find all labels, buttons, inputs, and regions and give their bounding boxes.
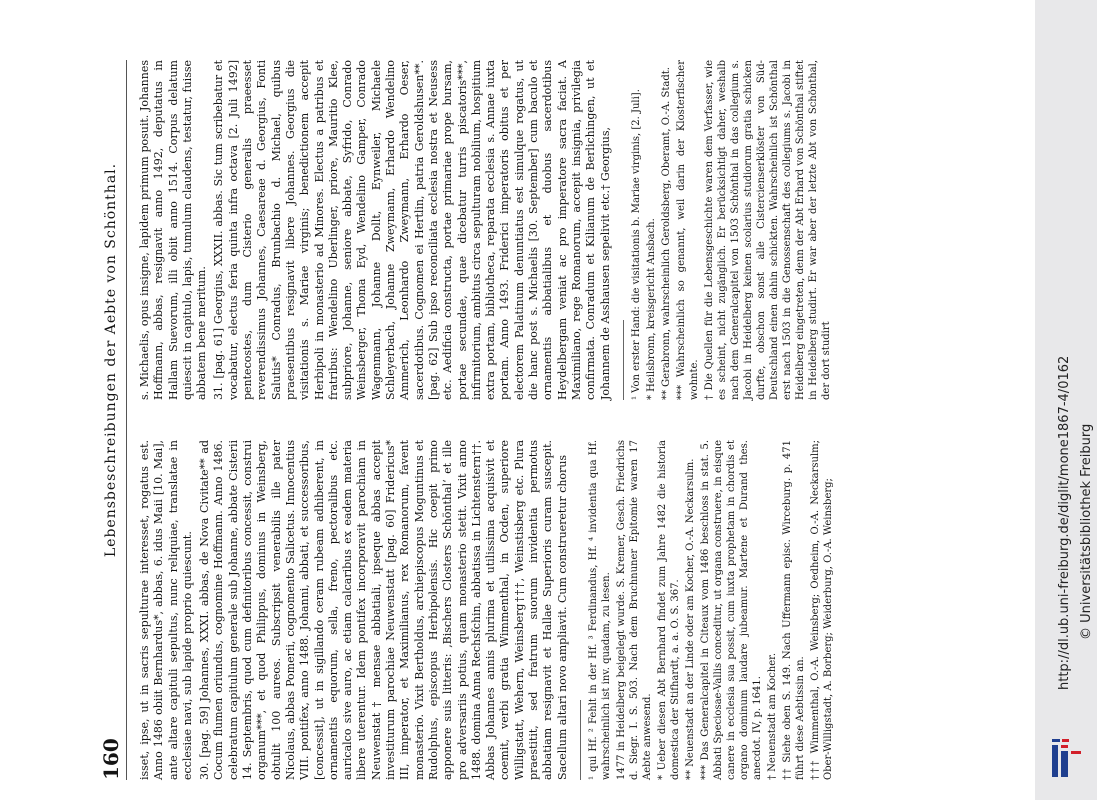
body-paragraph: 30. [pag. 59] Johannes, XXXI. abbas, de Nova Civitate** ad Cocum flumen oriundus, cognomine Hoffmann. Anno 1486. celebratum capitulum generale sub Johanne, abbate Cisterii 14. Septembris, quod cum definitoribus concessit, construi organum***, et quod Philippus, dominus in Weinsberg, obtulit 100 aureos. Subscripsit venerabilis ille pater Nicolaus, abbas Pomerii, cognomento Salicetus. Innocentius VIII. pontifex, anno 1488. Johanni, abbati, et successoribus, [concessit], ut in sigillando ceram rubeam adhiberent, in ornamentis equorum, sella, freno, pectoralibus etc. auricalco sive auro, ac etiam calcaribus ex eadem materia libere uterentur. Idem pontifex incorporavit parochiam in Neuwenstat† mensae abbatiali, ipseque abbas accepit investiturum parochiae Neuwenstatt [pag. 60] Fridericus* III, imperator, et Maximilianus, rex Romanorum, favent monasterio. Vixit Bertholdus, archiepiscopus Moguntinus et Rudolphus, episcopus Herbipolensis. Hic coepit primo apponere suis litteris: ‚Bischers Closters Schönthal‘ et ille pro adversariis potius, quam monasterio stetit. Vixit anno 1488. domina Anna Rechsfchin, abbatissa in Lichtenstern††. Abbas Johannes annis plurima et utilissima acquisivit et coemit, verbi gratia Wimmenthal, in Ocden, superiore Willigstatt, Wehern, Weinsberg†††, Weinstisberg etc. Plura praestitit, sed fratrum suorum invidentia permotus abbatiam resignavit et Hallae Superioris curam suscepit. Sacellum altari novo ampliavit. Cum construeretur chorus bbox=[198, 440, 569, 780]
footnote: † Die Quellen für die Lebensgeschichte waren dem Verfasser, wie es scheint, nicht zugänglich. Er berücksichtigt daher, weshalb nach dem Generalcapitel von 1503 Schönthal in das collegium s. Jacobi in Heidelberg keinen scolarius studiorum gratia schicken durfte, obschon sonst alle Cistercienserklöster von Süd-Deutschland einen dahin schickten. Wahrscheinlich ist Schönthal erst nach 1503 in die Genossenschaft des collegiums s. Jacobi in Heidelberg eingetreten, denn der Abt Erhard von Schönthal stiftet in Heidelberg studirt. Er war aber der letzte Abt von Schönthal, der dort studirt bbox=[703, 60, 832, 400]
logo-bar bbox=[1061, 751, 1068, 777]
footnote: *** Wahrscheinlich so genannt, weil darin der Klosterfischer wohnte. bbox=[675, 60, 700, 400]
footnote-rule bbox=[623, 320, 624, 400]
running-head: Lebensbeschreibungen der Aebte von Schönthal. bbox=[103, 162, 119, 558]
source-url: http://dl.ub.uni-freiburg.de/diglit/mone1867-4/0162 bbox=[1057, 355, 1072, 690]
library-logo-icon bbox=[1050, 735, 1084, 781]
body-paragraph: s. Michaelis, opus insigne, lapidem primum posuit. Johannes Hoffmann, abbas, resignavit anno 1492, deputatus in Hallam Suevorum, illi obiit anno 1514. Corpus delatum quiescit in capitulo, lapis, tumulum claudens, testatur, fuisse abbatem bene meritum. bbox=[138, 60, 209, 400]
footnote: ¹ qui Hf. ² Fehlt in der Hf. ³ Ferdinandus, Hf. ⁴ invidentia qua Hf. wahrscheinlich ist inv. quadam, zu lesen. bbox=[587, 440, 612, 780]
body-paragraph: 31. [pag. 61] Georgius, XXXII. abbas. Sic tum scribebatur et vocabatur, electus feria quinta infra octava [2. Juli 1492] pentecostes, dum Cisterio generalis praeesset reverendissimus Johannes, Caesareae d. Georgius, Fonti Salutis* Conradus, Brunbachio d. Michael, quibus praesentibus resignavit libere Johannes. Georgius die visitationis s. Mariae virginis; benedictionem accepit Herbipoli in monasterio ad Minores. Electus a patribus et fratribus: Wendelino Uberlinger, priore, Mauritio Klee, subpriore, Johanne, seniore abbate, Syfrido, Conrado Weinsberger, Thoma Eyd, Wendelino Gamper, Conrado Wagenmann, Johanne Dollt, Eynweiler, Michaele Schleyerbach, Johanne Zweymann, Erhardo Wendelino Ammerich, Leonhardo Zweymann, Erhardo Oeser, sacerdotibus. Cognomen ei Hertlin, patria Geroldshusen**. [pag. 62] Sub ipso reconciliata ecclesia nostra et Neusess etc. Aedificia constructa, portae primariae prope bursam, portae secundae, quae dicebatur turris piscatoris***, infirmitorium, ambitus circa sepulturam nobilium, hospitium extra portam, bibliotheca, reparata ecclesia s. Annae iuxta portam. Anno 1493. Friderici imperatoris obitus et per electorem Palatinum denuntiatus est simulque rogatus, ut die hanc post s. Michaelis [30. September] cum baculo et ornamentis abbatialibus et duobus sacerdotibus Heydelbergam veniat ac pro imperatore sacra faciat. A Maximiliano, rege Romanorum, accepit insignia, privilegia confirmata. Conradum et Kilianum de Berlichingen, ut et Johannem de Asshausen sepelivit etc.† Georgius, bbox=[212, 60, 612, 400]
header-rule bbox=[126, 60, 127, 780]
sidebar-text bbox=[1035, 0, 1097, 690]
footnote: ††† Wimmenthal, O.-A. Weinsberg; Oedheim, O.-A. Neckarsulm; Ober-Willigstadt, A. Borberg; Weiderburg, O.-A. Weinsberg; bbox=[809, 440, 834, 780]
footnote: ** Gerabronn, wahrscheinlich Geroldsberg, Oberamt, O.-A. Stadt. bbox=[660, 67, 672, 400]
footnotes bbox=[587, 440, 835, 780]
copyright-notice: © Universitätsbibliothek Freiburg bbox=[1079, 423, 1094, 640]
book-page bbox=[90, 50, 1030, 790]
right-column bbox=[138, 60, 835, 400]
footnote-rule bbox=[580, 700, 581, 780]
footnotes bbox=[630, 60, 833, 400]
footnote: ** Neuenstadt an der Linde oder am Kocher, O.-A. Neckarsulm. bbox=[684, 458, 696, 780]
logo-bar bbox=[1062, 739, 1069, 742]
footnote: ¹ Von erster Hand: die visitationis b. Mariae virginis, [2. Juli]. bbox=[630, 89, 642, 400]
footnote: † Neuenstadt am Kocher. bbox=[766, 652, 778, 780]
body-paragraph: isset, ipse, ut in sacris sepulturae interesset, rogatus est. Anno 1486 obiit Bernhardus*, abbas, 6. idus Maii [10. Mai], ante altare capituli sepultus, nunc reliquiae, translatae in ecclesiae navi, sub lapide proprio quiescunt. bbox=[138, 440, 194, 780]
page-scan-area bbox=[90, 50, 1030, 790]
logo-bar bbox=[1052, 745, 1058, 777]
footnote: †† Siehe oben S. 149. Nach Uffermann episc. Wirceburg. p. 471 führt diese Aebtissin an. bbox=[781, 440, 806, 780]
left-column bbox=[138, 440, 837, 780]
footnote: * Heilsbronn, kreisgericht Ansbach. bbox=[645, 218, 657, 400]
page-number: 160 bbox=[99, 738, 123, 780]
footnote: * Ueber diesen Abt Bernhard findet zum Jahre 1482 die historia domestica der Stifhardt, a. a. O. S. 367. bbox=[656, 440, 681, 780]
logo-bar bbox=[1071, 751, 1081, 754]
footnote: 1477 in Heidelberg beigelegt wurde. S. Kremer, Gesch. Friedrichs d. Siegr. I. S. 503. Nach dem Bruchnuner Epitomie waren 17 Aebte anwesend. bbox=[615, 440, 653, 780]
logo-bar bbox=[1052, 739, 1060, 742]
page-header bbox=[98, 60, 124, 780]
library-sidebar bbox=[1035, 0, 1097, 800]
footnote: *** Das Generalcapitel in Citeaux vom 1486 beschloss in stat. 5. Abbati Speciosae-Vallis conceditur, ut organa construere, in eisque canere in ecclesia sua possit, cum iuxta prophetam in chordis et organo dominum laudare jubeamur. Martene et Durand thes. anecdot. IV, p. 1641. bbox=[699, 440, 763, 780]
logo-bar bbox=[1061, 745, 1068, 748]
